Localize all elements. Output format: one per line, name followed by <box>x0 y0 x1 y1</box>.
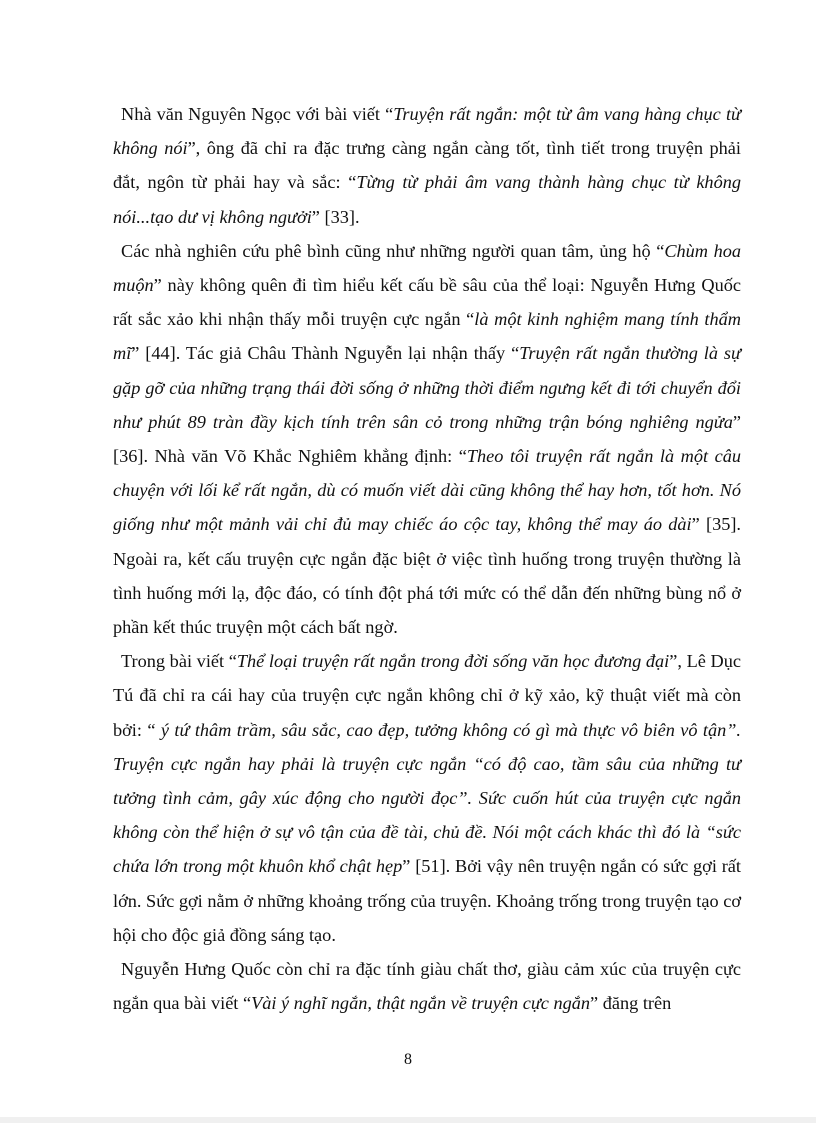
paragraph-text: ”, Lê Dục Tú đã chỉ ra cái hay của truyện cực ngắn không chỉ ở kỹ xảo, kỹ thuật viết mà còn bởi: “ <box>113 651 741 740</box>
paragraph-text: ” [51]. Bởi vậy nên truyện ngắn có sức gợi rất lớn. Sức gợi nằm ở những khoảng trống của truyện. Khoảng trống trong truyện tạo cơ hội cho độc giả đồng sáng tạo. <box>113 856 741 945</box>
quoted-title: Thể loại truyện rất ngắn trong đời sống văn học đương đại <box>236 651 670 672</box>
quotation: ý tứ thâm trầm, sâu sắc, cao đẹp, tưởng không có gì mà thực vô biên vô tận”. Truyện cực ngắn hay phải là truyện cực ngắn “có độ cao, tầm sâu của những tư tưởng tình cảm, gây xúc động cho người đọc”. Sức cuốn hút của truyện cực ngắn không còn thể hiện ở sự vô tận của đề tài, chủ đề. Nói một cách khác thì đó là “sức chứa lớn trong một khuôn khổ chật hẹp <box>113 719 742 877</box>
quoted-title: Vài ý nghĩ ngắn, thật ngắn về truyện cực ngắn <box>251 993 591 1014</box>
page-number: 8 <box>404 1051 412 1068</box>
paragraph-text: ” [44]. Tác giả Châu Thành Nguyễn lại nhận thấy “ <box>131 343 520 364</box>
quoted-title: Chùm hoa muộn <box>113 240 741 296</box>
paragraph-text: Nhà văn Nguyên Ngọc với bài viết “ <box>121 104 394 124</box>
quotation: Theo tôi truyện rất ngắn là một câu chuyện với lối kể rất ngắn, dù có muốn viết dài cũng không thể hay hơn, tốt hơn. Nó giống như một mảnh vải chỉ đủ may chiếc áo cộc tay, không thể may áo dài <box>113 446 741 535</box>
body-text <box>113 97 741 1020</box>
citation: ” [33]. <box>311 206 360 227</box>
paragraph-text: Nguyễn Hưng Quốc còn chỉ ra đặc tính giàu chất thơ, giàu cảm xúc của truyện cực ngắn qua bài viết “ <box>113 959 741 1014</box>
paragraph-text: ”, ông đã chỉ ra đặc trưng càng ngắn càng tốt, tình tiết trong truyện phải đắt, ngôn từ phải hay và sắc: “ <box>113 138 741 193</box>
paragraph-le-duc-tu <box>113 644 741 952</box>
quotation: là một kinh nghiệm mang tính thẩm mĩ <box>113 309 741 364</box>
quotation: Truyện rất ngắn thường là sự gặp gỡ của những trạng thái đời sống ở những thời điểm ngưng kết đi tới chuyển đổi như phút 89 tràn đầy kịch tính trên sân cỏ trong những trận bóng nghiêng ngửa <box>113 343 741 432</box>
quoted-title: Truyện rất ngắn: một từ âm vang hàng chục từ không nói <box>113 104 741 159</box>
paragraph-nguyen-hung-quoc <box>113 952 741 1020</box>
paragraph-text: ” đăng trên <box>590 993 672 1014</box>
paragraph-critics <box>113 234 741 644</box>
paragraph-text: Các nhà nghiên cứu phê bình cũng như những người quan tâm, ủng hộ “ <box>121 240 665 261</box>
page-bottom-edge <box>0 1117 816 1123</box>
paragraph-text: Trong bài viết “ <box>121 651 237 672</box>
paragraph-text: ” này không quên đi tìm hiểu kết cấu bề sâu của thể loại: Nguyễn Hưng Quốc rất sắc xảo khi nhận thấy mỗi truyện cực ngắn “ <box>113 275 741 330</box>
paragraph-text: ” [35]. Ngoài ra, kết cấu truyện cực ngắn đặc biệt ở việc tình huống trong truyện thường là tình huống mới lạ, độc đáo, có tính đột phá tới mức có thể dẫn đến những bùng nổ ở phần kết thúc truyện một cách bất ngờ. <box>113 514 742 638</box>
paragraph-text: ” [36]. Nhà văn Võ Khắc Nghiêm khẳng định: “ <box>113 411 741 467</box>
quotation: Từng từ phải âm vang thành hàng chục từ không nói...tạo dư vị không ngưởi <box>113 172 741 227</box>
paragraph-nguyen-ngoc <box>113 97 741 234</box>
